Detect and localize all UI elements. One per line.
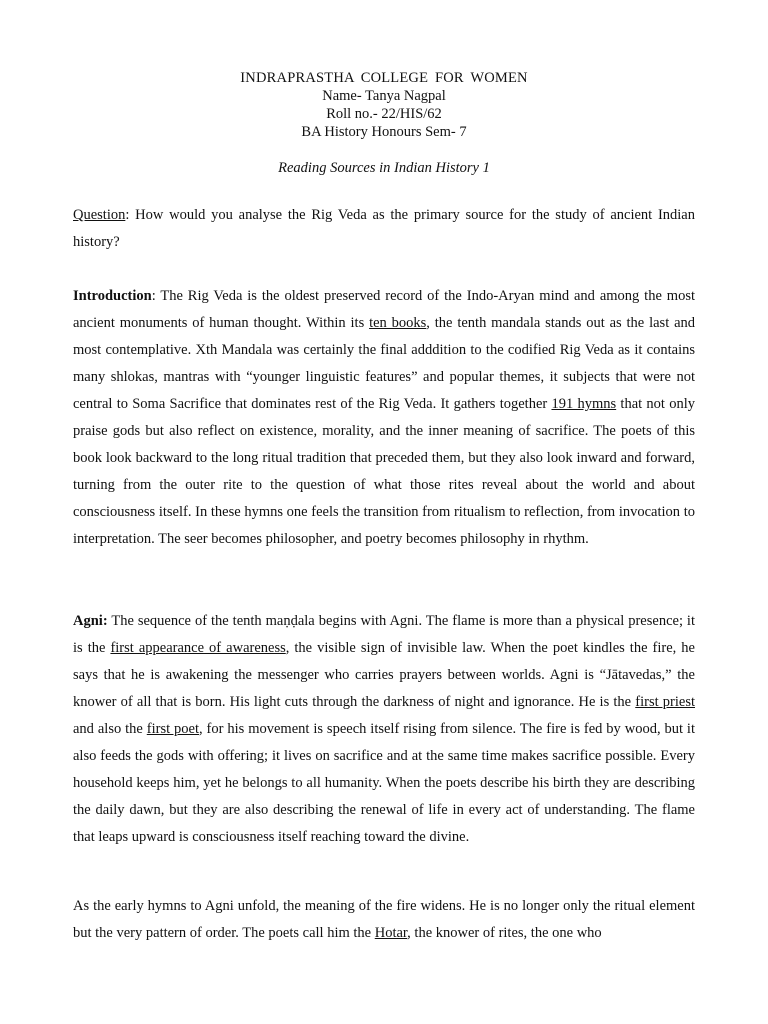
- introduction-text-3: that not only praise gods but also reflect on existence, morality, and the inner meaning of sacrifice. The poets of this book look backward to the long ritual tradition that preceded them, but they also look inward and forward, turning from the outer rite to the question of what those rites reveal about the world and about consciousness itself. In these hymns one feels the transition from ritualism to reflection, from invocation to interpretation. The seer becomes philosopher, and poetry becomes philosophy in rhythm.: [73, 396, 695, 547]
- agni-text-3: and also the: [73, 721, 147, 737]
- first-poet-underlined: first poet: [146, 721, 200, 737]
- college-name: INDRAPRASTHA COLLEGE FOR WOMEN: [240, 70, 528, 86]
- hymns-count-underlined: 191 hymns: [551, 396, 617, 412]
- paper-subtitle: Reading Sources in Indian History 1: [278, 160, 490, 176]
- continuation-text-2: , the knower of rites, the one who: [407, 925, 602, 941]
- introduction-text-2: , the tenth mandala stands out as the last and most contemplative. Xth Mandala was certainly the final adddition to the codified Rig Veda as it contains many shlokas, mantras with “younger linguistic features” and popular themes, it subjects that were not central to Soma Sacrifice that dominates rest of the Rig Veda. It gathers together: [73, 315, 696, 412]
- agni-text-2: , the visible sign of invisible law. When the poet kindles the fire, he says that he is awakening the messenger who carries prayers between worlds. Agni is “Jātavedas,” the knower of all that is born. His light cuts through the darkness of night and ignorance. He is the: [73, 640, 695, 710]
- hotar-underlined: Hotar: [374, 925, 408, 941]
- awareness-underlined: first appearance of awareness: [110, 640, 286, 656]
- continuation-text-1: As the early hymns to Agni unfold, the meaning of the fire widens. He is no longer only the ritual element but the very pattern of order. The poets call him the: [73, 898, 695, 941]
- course-name: BA History Honours Sem- 7: [301, 124, 467, 140]
- agni-paragraph: [73, 608, 695, 851]
- document-header: [0, 69, 768, 141]
- student-name: Name- Tanya Nagpal: [322, 88, 446, 104]
- introduction-label: Introduction: [73, 288, 152, 304]
- question-label: Question: [73, 207, 126, 223]
- question-text: : How would you analyse the Rig Veda as the primary source for the study of ancient Indian history?: [73, 207, 695, 250]
- roll-number: Roll no.- 22/HIS/62: [326, 106, 442, 122]
- ten-books-underlined: ten books: [369, 315, 427, 331]
- first-priest-underlined: first priest: [635, 694, 695, 710]
- question-paragraph: [73, 202, 695, 256]
- agni-text-4: , for his movement is speech itself rising from silence. The fire is fed by wood, but it also feeds the gods with offering; it lives on sacrifice and at the same time makes sacrifice possible. Every household keeps him, yet he belongs to all humanity. When the poets describe his birth they are describing the daily dawn, but they are also describing the renewal of life in every act of understanding. The flame that leaps upward is consciousness itself reaching toward the divine.: [73, 721, 695, 845]
- introduction-paragraph: [73, 283, 695, 553]
- introduction-text-1: : The Rig Veda is the oldest preserved record of the Indo-Aryan mind and among the most ancient monuments of human thought. Within its: [73, 288, 695, 331]
- agni-label: Agni:: [73, 613, 108, 629]
- continuation-paragraph: [73, 893, 695, 947]
- agni-text-1: The sequence of the tenth maṇḍala begins with Agni. The flame is more than a physical presence; it is the: [73, 613, 695, 656]
